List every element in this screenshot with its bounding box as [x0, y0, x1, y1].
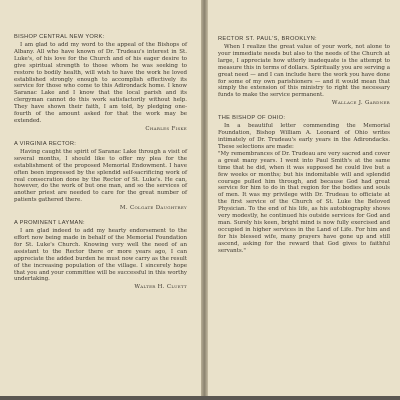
section-body: When I realize the great value of your work, not alone to your immediate needs but also to the needs of the Church at large, I appreciate how utterly inadequate is the attempt to measure this in terms of dollars. Spiritually you are serving a great need — and I can include here the work you have done for some of my own parishioners — and it would mean that simply the extension of this ministry to right the necessary funds to make the service permanent. — [218, 44, 390, 99]
section-heading: BISHOP CENTRAL NEW YORK: — [14, 34, 105, 40]
section-bishop-central-new-york — [14, 34, 187, 132]
signature: Charles Fiske — [145, 125, 187, 132]
section-body: I am glad to add my word to the appeal of the Bishops of Albany. All who have known of Dr. Trudeau's interest in St. Luke's, of his love for the Church and of his eager desire to give spiritual strength to those whom he was seeking to restore to bodily health, will wish to have the work he loved established strongly enough to accomplish effectively its service for those who come to this Adirondack home. I know Saranac Lake and I know that the local parish and its clergyman cannot do this work satisfactorily without help. They have shown their faith, I am told, by pledging one-fourth of the amount asked for that the work may be extended. — [14, 42, 187, 124]
section-heading: A VIRGINIA RECTOR: — [14, 140, 77, 147]
table-surface — [0, 396, 400, 400]
section-body: In a beautiful letter commending the Memorial Foundation, Bishop William A. Leonard of Ohio writes intimately of Dr. Trudeau's early years in the Adirondacks. These selections are made: "My remembrances of Dr. Trudeau are very sacred and cover a great many years. I went into Paul Smith's at the same time that he did, when it was supposed he could live but a few weeks or months; but his indomitable will and splendid courage pulled him through, and because God had great service for him to do in that region for the bodies and souls of men. It was my privilege with Dr. Trudeau to officiate at the first service of the Church of St. Luke the Beloved Physician. To the end of his life, as his autobiography shows very modestly, he continued his outside services for God and man. Surely his keen, bright mind is now fully exercised and occupied in higher services in the Land of Life. For him and for his blessed wife, many prayers have gone up and still ascend, asking for the reward that God gives to faithful servants." — [218, 123, 390, 254]
section-heading: THE BISHOP OF OHIO: — [218, 115, 286, 122]
section-virginia-rector — [14, 141, 187, 211]
section-bishop-of-ohio — [218, 115, 390, 254]
section-body: I am glad indeed to add my hearty endorsement to the effort now being made in behalf of the Memorial Foundation for St. Luke's Church. Knowing very well the need of an assistant to the Rector there or more years ago, I can appreciate the added burden he must now carry as the result of the increasing population of the village. I sincerely hope that you and your committee will be successful in this worthy undertaking. — [14, 228, 187, 283]
right-page — [208, 0, 400, 400]
section-prominent-layman — [14, 220, 187, 290]
book-gutter — [201, 0, 208, 400]
section-rector-st-pauls — [218, 36, 390, 106]
signature: M. Colgate Daughtrey — [119, 205, 187, 212]
section-body: Having caught the spirit of Saranac Lake through a visit of several months, I should like to offer my plea for the establishment of the proposed Memorial Endowment. I have often been impressed by the splendid self-sacrificing work of real consecration done by the Rector of St. Luke's. He can, however, do the work of but one man, and so the services of another priest are needed to care for the great number of patients gathered there. — [14, 148, 187, 204]
section-heading: A PROMINENT LAYMAN: — [14, 220, 85, 227]
signature: Wallace J. Gardner — [331, 100, 390, 107]
signature: Walter H. Cluett — [134, 284, 187, 291]
section-heading: RECTOR ST. PAUL'S, BROOKLYN: — [218, 36, 317, 42]
